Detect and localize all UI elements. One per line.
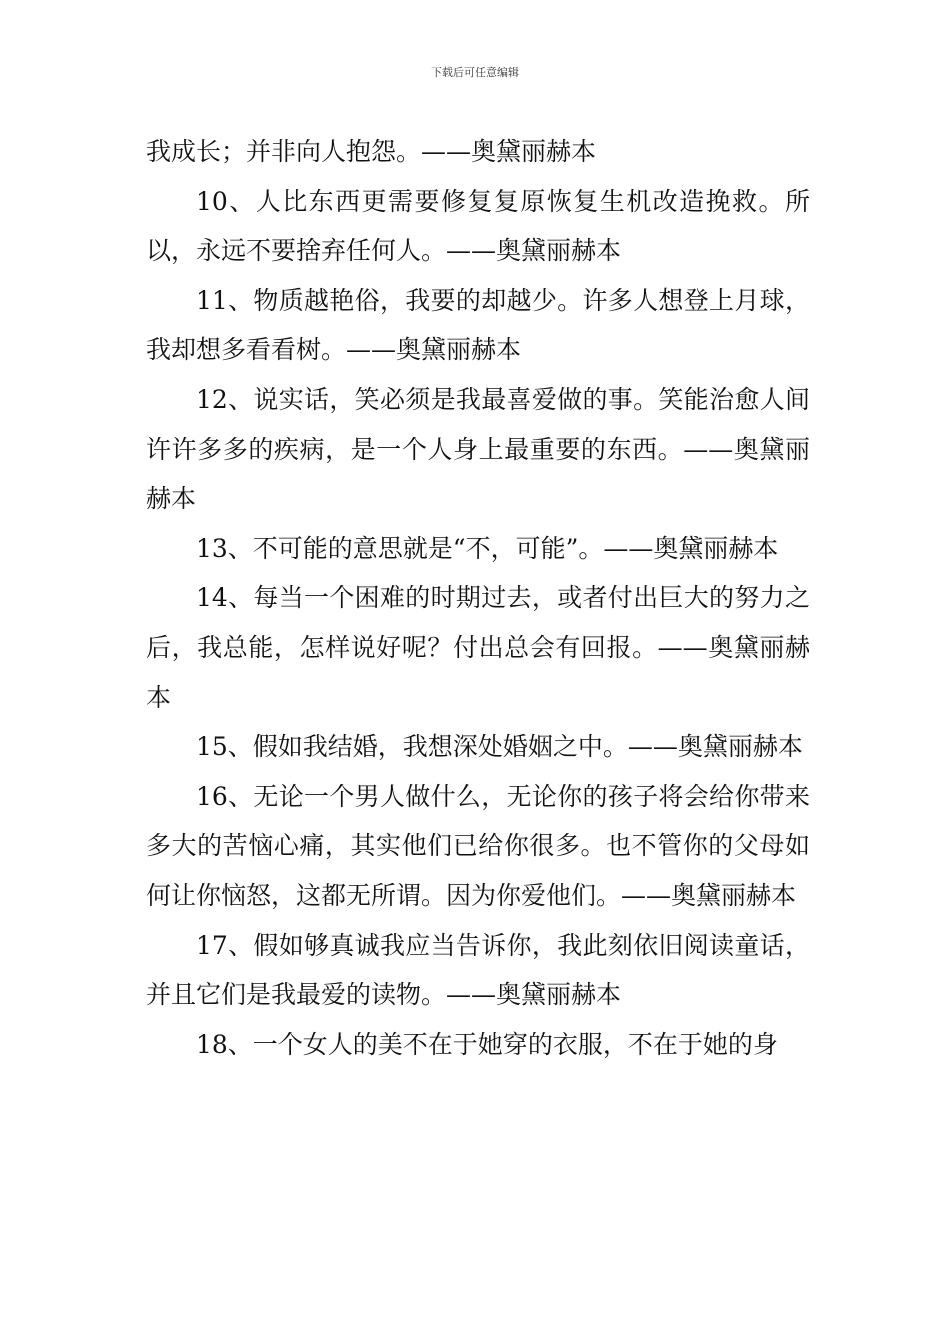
- paragraph-continued: 我成长；并非向人抱怨。——奥黛丽赫本: [146, 137, 597, 166]
- quote-paragraph-15: 15、假如我结婚，我想深处婚姻之中。——奥黛丽赫本: [196, 732, 803, 762]
- quote-paragraph-10: 10、人比东西更需要修复复原恢复生机改造挽救。所以，永远不要捨弃任何人。——奥黛丽赫本: [146, 186, 810, 266]
- document-body: [146, 127, 810, 1069]
- quote-paragraph-18: 18、一个女人的美不在于她穿的衣服，不在于她的身: [196, 1029, 778, 1059]
- quote-paragraph-11: 11、物质越艳俗，我要的却越少。许多人想登上月球，我却想多看看树。——奥黛丽赫本: [146, 285, 810, 365]
- quote-paragraph-13: 13、不可能的意思就是“不，可能”。——奥黛丽赫本: [196, 533, 779, 563]
- quote-paragraph-14: 14、每当一个困难的时期过去，或者付出巨大的努力之后，我总能，怎样说好呢？付出总会有回报。——奥黛丽赫本: [146, 583, 810, 712]
- page-header: 下载后可任意编辑: [431, 66, 519, 79]
- quote-paragraph-17: 17、假如够真诚我应当告诉你，我此刻依旧阅读童话，并且它们是我最爱的读物。——奥黛丽赫本: [146, 930, 810, 1010]
- quote-paragraph-16: 16、无论一个男人做什么，无论你的孩子将会给你带来多大的苦恼心痛，其实他们已给你很多。也不管你的父母如何让你恼怒，这都无所谓。因为你爱他们。——奥黛丽赫本: [146, 781, 810, 910]
- quote-paragraph-12: 12、说实话，笑必须是我最喜爱做的事。笑能治愈人间许许多多的疾病，是一个人身上最重要的东西。——奥黛丽赫本: [146, 384, 810, 514]
